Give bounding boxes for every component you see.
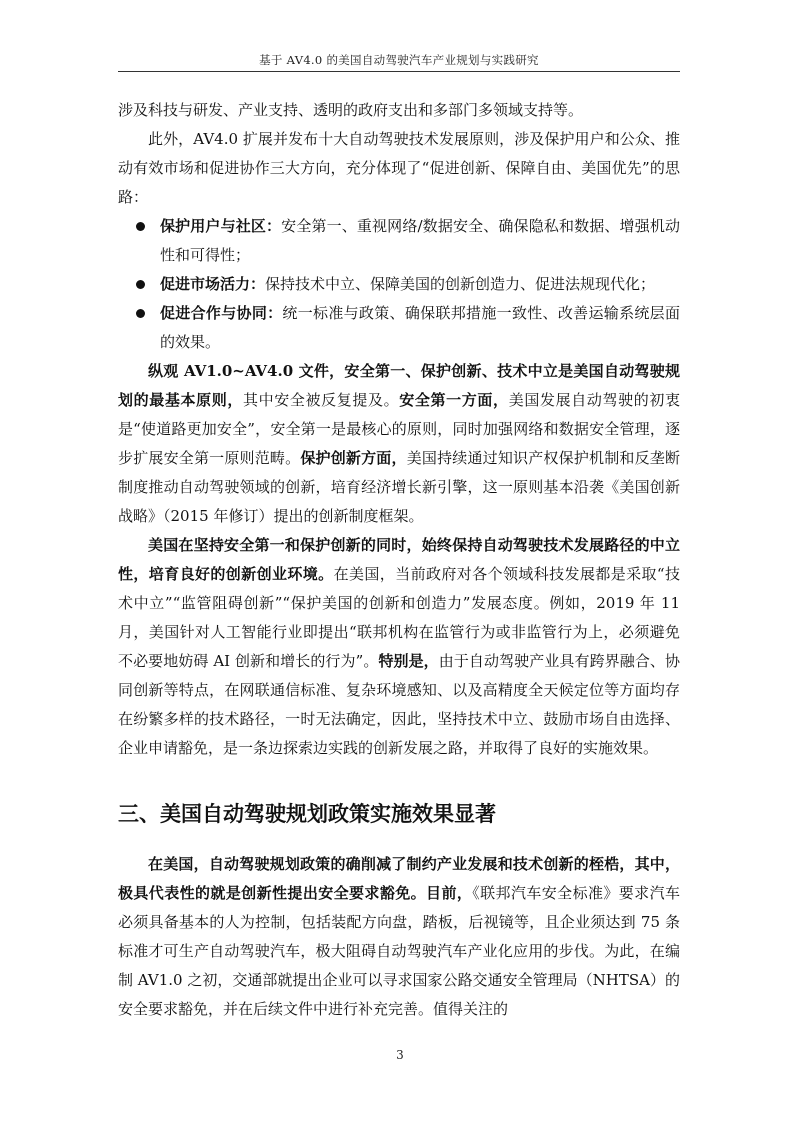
header-divider [118, 71, 680, 72]
paragraph [118, 531, 680, 763]
body-text: 其中安全被反复提及。 [243, 391, 400, 409]
list-item-text: 安全第一、重视网络/数据安全、确保隐私和数据、增强机动性和可得性； [160, 217, 680, 264]
body-text: 美国持续通过知识产权保护机制和反垄断制度推动自动驾驶领域的创新，培育经济增长新引擎，这一原则基本沿袭《美国创新战略》（2015 年修订）提出的创新制度框架。 [118, 449, 680, 525]
bullet-icon [136, 309, 145, 318]
paragraph-continued: 涉及科技与研发、产业支持、透明的政府支出和多部门多领域支持等。 [118, 101, 584, 119]
emphasis-text: 纵观 AV1.0~AV4.0 文件，安全第一、保护创新、技术中立是美国自动驾驶规划的最基本原则， [118, 362, 680, 409]
list-item-text: 统一标准与政策、确保联邦措施一致性、改善运输系统层面的效果。 [160, 304, 680, 351]
section-text [118, 850, 680, 1024]
body-text: 在美国，当前政府对各个领域科技发展都是采取“技术中立”“监管阻碍创新”“保护美国的创新和创造力”发展态度。例如，2019 年 11 月，美国针对人工智能行业即提出“联邦机构在监管行为或非监管行为上，必须避免不必要地妨碍 AI 创新和增长的行为”。 [118, 565, 680, 670]
emphasis-text: 美国在坚持安全第一和保护创新的同时，始终保持自动驾驶技术发展路径的中立性，培育良好的创新创业环境。 [118, 536, 680, 583]
emphasis-text: 在美国，自动驾驶规划政策的确削减了制约产业发展和技术创新的桎梏，其中，极具代表性的就是创新性提出安全要求豁免。目前， [118, 855, 680, 902]
page-number: 3 [396, 1048, 404, 1062]
list-item-label: 促进合作与协同： [160, 304, 283, 322]
list-item [118, 270, 680, 299]
paragraph [118, 850, 680, 1024]
body-text: 美国发展自动驾驶的初衷是“使道路更加安全”，安全第一是最核心的原则，同时加强网络和数据安全管理，逐步扩展安全第一原则范畴。 [118, 391, 680, 467]
list-item-label: 促进市场活力： [160, 275, 266, 293]
list-item-text: 保持技术中立、保障美国的创新创造力、促进法规现代化； [265, 275, 656, 293]
running-header: 基于 AV4.0 的美国自动驾驶汽车产业规划与实践研究 [259, 53, 539, 67]
bullet-icon [136, 280, 145, 289]
paragraph [118, 357, 680, 531]
principle-list [118, 212, 680, 357]
list-item [118, 299, 680, 357]
list-item [118, 212, 680, 270]
body-text: 《联邦汽车安全标准》要求汽车必须具备基本的人为控制，包括装配方向盘，踏板，后视镜等，且企业须达到 75 条标准才可生产自动驾驶汽车，极大阻碍自动驾驶汽车产业化应用的步伐。为此，在编制 AV1.0 之初，交通部就提出企业可以寻求国家公路交通安全管理局（NHTSA）的安全要求豁免，并在后续文件中进行补充完善。值得关注的 [118, 884, 680, 1018]
body-text: 由于自动驾驶产业具有跨界融合、协同创新等特点，在网联通信标准、复杂环境感知、以及高精度全天候定位等方面均存在纷繁多样的技术路径，一时无法确定，因此，坚持技术中立、鼓励市场自由选择、企业申请豁免，是一条边探索边实践的创新发展之路，并取得了良好的实施效果。 [118, 652, 680, 757]
emphasis-text: 安全第一方面， [399, 391, 509, 409]
paragraph: 此外，AV4.0 扩展并发布十大自动驾驶技术发展原则，涉及保护用户和公众、推动有效市场和促进协作三大方向，充分体现了“促进创新、保障自由、美国优先”的思路： [118, 130, 680, 206]
emphasis-text: 保护创新方面， [300, 449, 407, 467]
main-text [118, 96, 680, 763]
emphasis-text: 特别是， [378, 652, 439, 670]
section-heading: 三、美国自动驾驶规划政策实施效果显著 [118, 802, 496, 826]
list-item-label: 保护用户与社区： [160, 217, 282, 235]
bullet-icon [136, 222, 145, 231]
